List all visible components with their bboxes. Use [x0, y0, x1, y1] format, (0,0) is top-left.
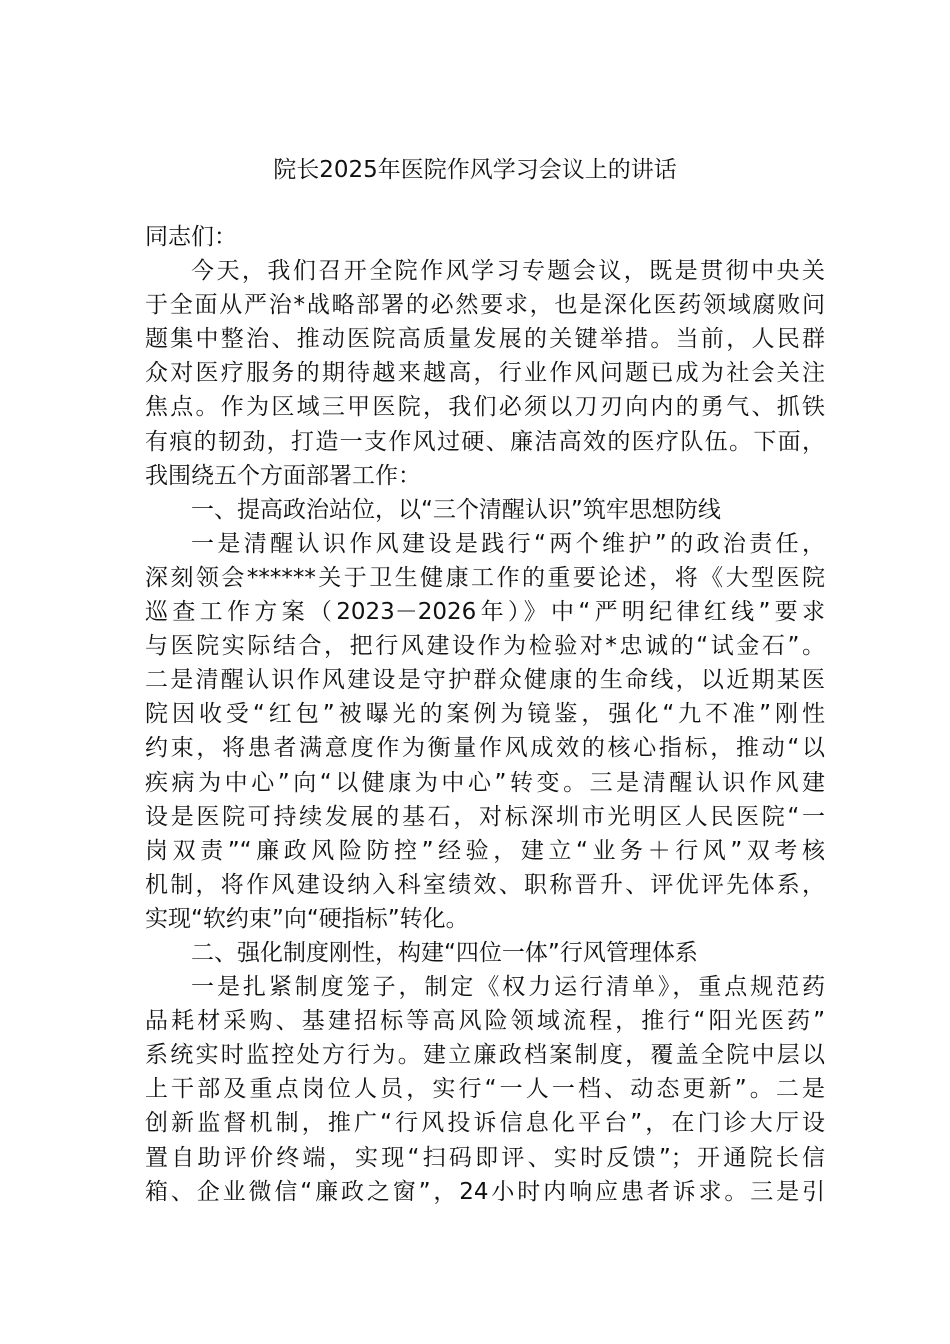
- document-body: [145, 220, 825, 1209]
- paragraph-line: 机制，将作风建设纳入科室绩效、职称晋升、评优评先体系，: [145, 871, 825, 898]
- paragraph-line: 院因收受“红包”被曝光的案例为镜鉴，强化“九不准”刚性: [145, 701, 825, 728]
- paragraph-line: 巡查工作方案（2023－2026年）》中“严明纪律红线”要求: [145, 599, 825, 626]
- paragraph-line: 一是清醒认识作风建设是践行“两个维护”的政治责任，: [191, 530, 825, 557]
- paragraph-line: 有痕的韧劲，打造一支作风过硬、廉洁高效的医疗队伍。下面，: [145, 428, 825, 455]
- paragraph-line: 设是医院可持续发展的基石，对标深圳市光明区人民医院“一: [145, 803, 825, 830]
- paragraph-line: 焦点。作为区域三甲医院，我们必须以刀刃向内的勇气、抓铁: [145, 394, 825, 421]
- paragraph-line: 创新监督机制，推广“行风投诉信息化平台”，在门诊大厅设: [145, 1110, 825, 1137]
- paragraph-line: 疾病为中心”向“以健康为中心”转变。三是清醒认识作风建: [145, 769, 825, 796]
- paragraph-line: 一是扎紧制度笼子，制定《权力运行清单》，重点规范药: [191, 974, 825, 1001]
- section-heading: 二、强化制度刚性，构建“四位一体”行风管理体系: [191, 939, 698, 966]
- paragraph-line: 众对医疗服务的期待越来越高，行业作风问题已成为社会关注: [145, 360, 825, 387]
- paragraph-line: 品耗材采购、基建招标等高风险领域流程，推行“阳光医药”: [145, 1008, 825, 1035]
- paragraph-line: 于全面从严治*战略部署的必然要求，也是深化医药领域腐败问: [145, 292, 825, 319]
- paragraph-line: 深刻领会******关于卫生健康工作的重要论述，将《大型医院: [145, 564, 825, 591]
- paragraph-line: 约束，将患者满意度作为衡量作风成效的核心指标，推动“以: [145, 735, 825, 762]
- paragraph-line: 与医院实际结合，把行风建设作为检验对*忠诚的“试金石”。: [145, 633, 825, 660]
- paragraph-line: 置自助评价终端，实现“扫码即评、实时反馈”；开通院长信: [145, 1144, 825, 1171]
- paragraph-line: 实现“软约束”向“硬指标”转化。: [145, 905, 469, 932]
- paragraph-line: 二是清醒认识作风建设是守护群众健康的生命线，以近期某医: [145, 667, 825, 694]
- salutation: 同志们：: [145, 224, 237, 250]
- paragraph-line: 我围绕五个方面部署工作：: [145, 462, 421, 489]
- paragraph-line: 系统实时监控处方行为。建立廉政档案制度，覆盖全院中层以: [145, 1042, 825, 1069]
- paragraph-line: 箱、企业微信“廉政之窗”，24小时内响应患者诉求。三是引: [145, 1178, 825, 1205]
- paragraph-line: 今天，我们召开全院作风学习专题会议，既是贯彻中央关: [191, 258, 825, 285]
- paragraph-line: 题集中整治、推动医院高质量发展的关键举措。当前，人民群: [145, 326, 825, 353]
- document-title: 院长2025年医院作风学习会议上的讲话: [273, 157, 677, 183]
- paragraph-line: 上干部及重点岗位人员，实行“一人一档、动态更新”。二是: [145, 1076, 825, 1103]
- paragraph-line: 岗双责”“廉政风险防控”经验，建立“业务＋行风”双考核: [145, 837, 825, 864]
- section-heading: 一、提高政治站位，以“三个清醒认识”筑牢思想防线: [191, 496, 721, 523]
